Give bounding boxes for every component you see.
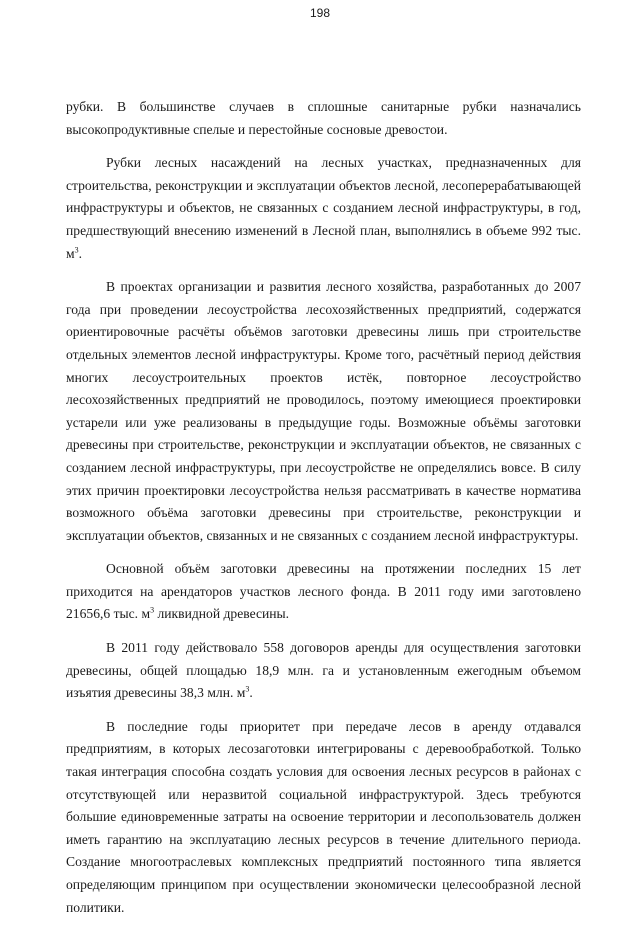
paragraph-text: Рубки лесных насаждений на лесных участках, предназначенных для строительства, реконструкции и эксплуатации объектов лесной, лесоперерабатывающей инфраструктуры и объектов, не связанных с созданием лесной инфраструктуры, в год, предшествующий внесению изменений в Лесной план, выполнялись в объеме 992 тыс. м [66, 155, 581, 261]
paragraph-6 [66, 716, 581, 919]
paragraph-2 [66, 152, 581, 265]
paragraph-tail: ликвидной древесины. [154, 606, 290, 622]
paragraph-text: В последние годы приоритет при передаче лесов в аренду отдавался предприятиям, в которых лесозаготовки интегрированы с деревообработкой. Только такая интеграция способна создать условия для освоения лесных ресурсов в районах с отсутствующей или неразвитой социальной инфраструктурой. Здесь требуются большие единовременные затраты на освоение территории и лесопользователь должен иметь гарантию на эксплуатацию лесных ресурсов в течение длительного периода. Создание многоотраслевых комплексных предприятий постоянного типа является определяющим принципом при осуществлении экономически целесообразной лесной политики. [66, 718, 581, 915]
paragraph-4 [66, 558, 581, 626]
document-body [66, 96, 581, 930]
paragraph-text: рубки. В большинстве случаев в сплошные санитарные рубки назначались высокопродуктивные спелые и перестойные сосновые древостои. [66, 99, 581, 137]
paragraph-text: В 2011 году действовало 558 договоров аренды для осуществления заготовки древесины, общей площадью 18,9 млн. га и установленным ежегодным объемом изъятия древесины 38,3 млн. м [66, 640, 581, 701]
superscript: 3 [150, 605, 155, 615]
paragraph-text: В проектах организации и развития лесного хозяйства, разработанных до 2007 года при проведении лесоустройства лесохозяйственных предприятий, содержатся ориентировочные расчёты объёмов заготовки древесины лишь при строительстве отдельных элементов лесной инфраструктуры. Кроме того, расчётный период действия многих лесоустроительных проектов истёк, повторное лесоустройство лесохозяйственных предприятий не проводилось, поэтому имеющиеся проектировки устарели или уже реализованы в предыдущие годы. Возможные объёмы заготовки древесины при строительстве, реконструкции и эксплуатации объектов, не связанных с созданием лесной инфраструктуры, при лесоустройстве не определялись вовсе. В силу этих причин проектировки лесоустройства нельзя рассматривать в качестве норматива возможного объёма заготовки древесины при строительстве, реконструкции и эксплуатации объектов, связанных и не связанных с созданием лесной инфраструктуры. [66, 279, 581, 543]
superscript: 3 [74, 245, 79, 255]
paragraph-1 [66, 96, 581, 141]
paragraph-3 [66, 276, 581, 547]
page-number: 198 [309, 6, 331, 20]
paragraph-tail: . [249, 685, 253, 701]
paragraph-5 [66, 637, 581, 705]
paragraph-tail: . [78, 245, 83, 261]
paragraph-text: Основной объём заготовки древесины на протяжении последних 15 лет приходится на арендаторов участков лесного фонда. В 2011 году ими заготовлено 21656,6 тыс. м [66, 561, 581, 622]
superscript: 3 [245, 684, 250, 694]
